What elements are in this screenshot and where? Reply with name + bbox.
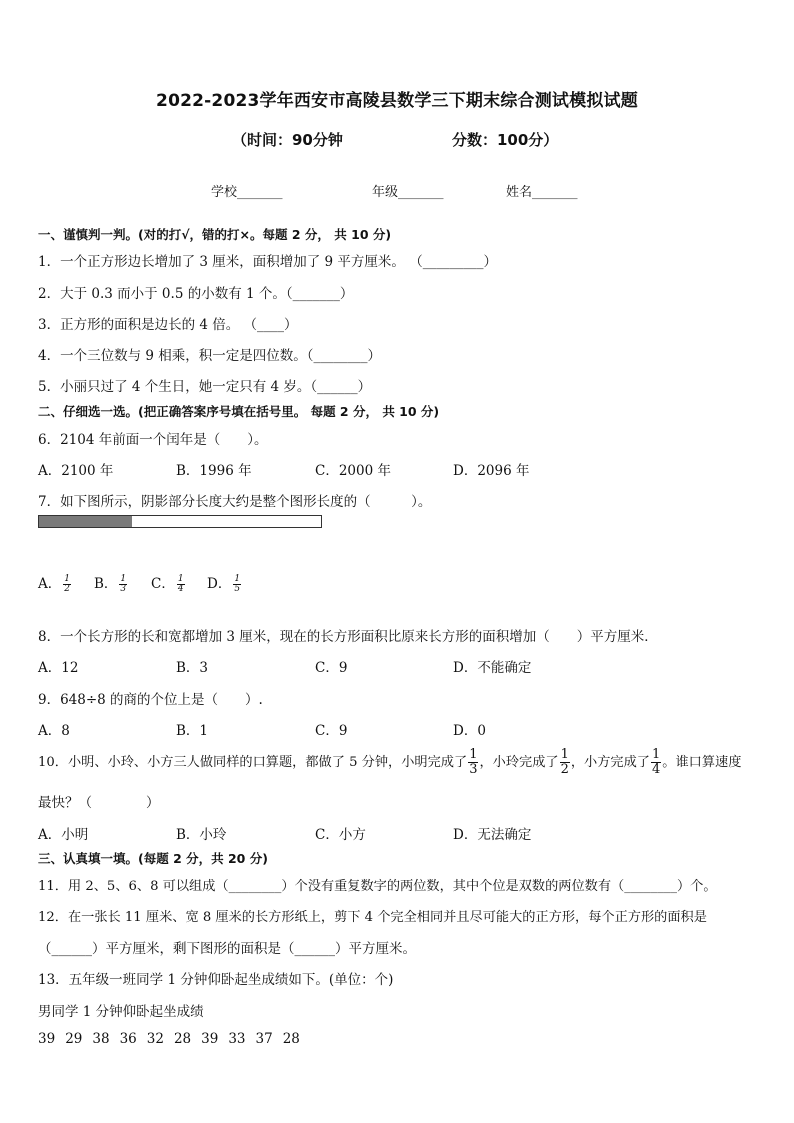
- school-field: 学校_______: [211, 185, 283, 200]
- section-2-heading: 二、仔细选一选。(把正确答案序号填在括号里。 每题 2 分， 共 10 分): [38, 404, 440, 419]
- q9-option-a: A．8: [38, 723, 70, 739]
- question-7: 7．如下图所示，阴影部分长度大约是整个图形长度的（ ）。: [38, 494, 432, 510]
- q8-option-d: D．不能确定: [453, 660, 532, 676]
- q10-fraction-xiaoling: $\frac{1}{2}$: [560, 747, 569, 777]
- q6-option-b: B．1996 年: [176, 463, 252, 479]
- q13-score: 37: [255, 1031, 273, 1047]
- question-13: 13．五年级一班同学 1 分钟仰卧起坐成绩如下。(单位：个): [38, 972, 394, 988]
- q13-score: 36: [119, 1031, 137, 1047]
- q8-option-a: A．12: [38, 660, 79, 676]
- q9-option-c: C．9: [315, 723, 348, 739]
- q8-option-b: B．3: [176, 660, 209, 676]
- q13-caption: 男同学 1 分钟仰卧起坐成绩: [38, 1004, 204, 1020]
- question-2: 2．大于 0.3 而小于 0.5 的小数有 1 个。（_______）: [38, 286, 354, 302]
- exam-time: （时间：90分钟: [232, 131, 343, 149]
- question-4: 4．一个三位数与 9 相乘，积一定是四位数。（________）: [38, 348, 382, 364]
- q7-option-d: D． $\frac{1}{5}$: [207, 574, 241, 594]
- question-6: 6．2104 年前面一个闰年是（ ）。: [38, 432, 268, 448]
- grade-field: 年级_______: [372, 185, 444, 200]
- q13-score: 32: [146, 1031, 164, 1047]
- q10-option-a: A．小明: [38, 827, 89, 843]
- q10-option-d: D．无法确定: [453, 827, 532, 843]
- q7-option-c: C． $\frac{1}{4}$: [151, 574, 184, 594]
- section-1-heading: 一、谨慎判一判。(对的打√，错的打×。每题 2 分， 共 10 分): [38, 227, 392, 242]
- question-8: 8．一个长方形的长和宽都增加 3 厘米，现在的长方形面积比原来长方形的面积增加（ ）平方厘米．: [38, 629, 658, 645]
- q9-option-d: D．0: [453, 723, 486, 739]
- q13-score: 39: [201, 1031, 219, 1047]
- question-1: 1．一个正方形边长增加了 3 厘米，面积增加了 9 平方厘米。 （_________）: [38, 254, 497, 270]
- q13-score: 39: [38, 1031, 56, 1047]
- question-3: 3．正方形的面积是边长的 4 倍。 （____）: [38, 317, 298, 333]
- q10-option-c: C．小方: [315, 827, 366, 843]
- question-12-line-2: （______）平方厘米，剩下图形的面积是（______）平方厘米。: [38, 941, 416, 957]
- q13-score: 38: [92, 1031, 110, 1047]
- q6-option-a: A．2100 年: [38, 463, 114, 479]
- q13-score: 28: [282, 1031, 300, 1047]
- q13-score: 33: [228, 1031, 246, 1047]
- q10-fraction-xiaoming: $\frac{1}{3}$: [469, 747, 478, 777]
- q6-option-d: D．2096 年: [453, 463, 530, 479]
- exam-score: 分数：100分）: [452, 131, 559, 149]
- q13-score-list: [38, 1031, 310, 1047]
- q8-option-c: C．9: [315, 660, 348, 676]
- section-3-heading: 三、认真填一填。(每题 2 分，共 20 分): [38, 851, 268, 866]
- question-9: 9．648÷8 的商的个位上是（ ）.: [38, 692, 263, 708]
- q7-length-bar: [38, 515, 322, 528]
- q7-shaded-part: [39, 516, 132, 527]
- q10-option-b: B．小玲: [176, 827, 227, 843]
- q7-fraction-d: $\frac{1}{5}$: [234, 574, 241, 594]
- q6-option-c: C．2000 年: [315, 463, 391, 479]
- name-field: 姓名_______: [506, 185, 578, 200]
- q13-score: 29: [65, 1031, 83, 1047]
- question-10: 10．小明、小玲、小方三人做同样的口算题，都做了 5 分钟，小明完成了 $\frac{1}{3}$ ，小玲完成了 $\frac{1}{2}$ ，小方完成了 $\frac{1}{4}$ 。谁口算速度: [38, 747, 742, 777]
- q10-fraction-xiaofang: $\frac{1}{4}$: [652, 747, 661, 777]
- question-10-line-2: 最快？（ ）: [38, 795, 160, 811]
- q7-fraction-b: $\frac{1}{3}$: [120, 574, 127, 594]
- q13-score: 28: [173, 1031, 192, 1047]
- q7-option-a: A． $\frac{1}{2}$: [38, 574, 70, 594]
- question-5: 5．小丽只过了 4 个生日，她一定只有 4 岁。（______）: [38, 379, 372, 395]
- q9-option-b: B．1: [176, 723, 209, 739]
- question-11: 11．用 2、5、6、8 可以组成（________）个没有重复数字的两位数，其中个位是双数的两位数有（________）个。: [38, 879, 717, 894]
- q7-fraction-c: $\frac{1}{4}$: [177, 574, 184, 594]
- q7-option-b: B． $\frac{1}{3}$: [94, 574, 127, 594]
- page-title: 2022-2023学年西安市高陵县数学三下期末综合测试模拟试题: [156, 91, 638, 111]
- q7-fraction-a: $\frac{1}{2}$: [64, 574, 70, 594]
- question-12: 12．在一张长 11 厘米、宽 8 厘米的长方形纸上，剪下 4 个完全相同并且尽可能大的正方形，每个正方形的面积是: [38, 910, 707, 925]
